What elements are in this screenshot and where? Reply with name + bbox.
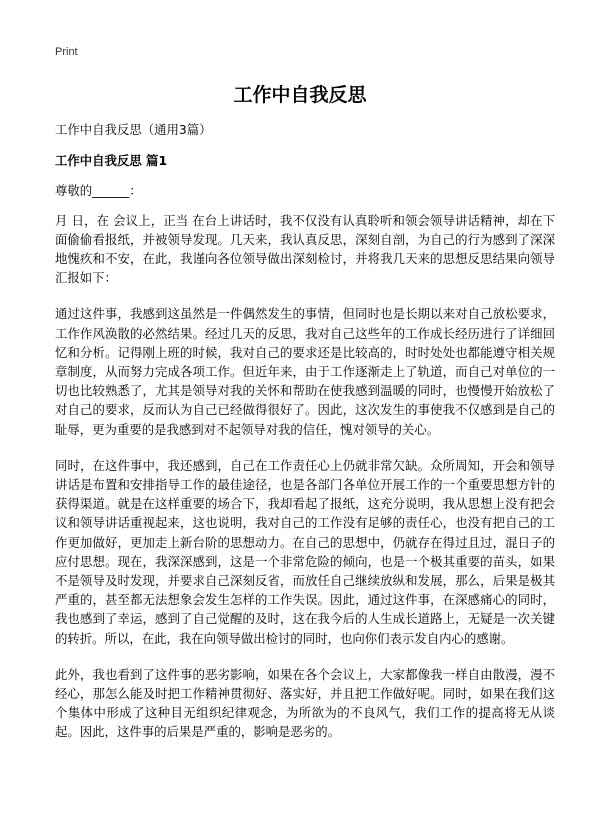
paragraph-3: 同时，在这件事中，我还感到，自己在工作责任心上仍就非常欠缺。众所周知，开会和领导讲话是布置和安排指导工作的最佳途径，也是各部门各单位开展工作的一个重要思想方针的获得渠道。就是在这样重要的场合下，我却看起了报纸，这充分说明，我从思想上没有把会议和领导讲话重视起来，这也说明，我对自己的工作没有足够的责任心，也没有把自己的工作更加做好，更加走上新台阶的思想动力。在自己的思想中，仍就存在得过且过，混日子的应付思想。现在，我深深感到，这是一个非常危险的倾向，也是一个极其重要的苗头，如果不是领导及时发现，并要求自己深刻反省，而放任自己继续放纵和发展，那么，后果是极其严重的，甚至都无法想象会发生怎样的工作失误。因此，通过这件事，在深感痛心的同时，我也感到了幸运，感到了自己觉醒的及时，这在我今后的人生成长道路上，无疑是一次关键的转折。所以，在此，我在向领导做出检讨的同时，也向你们表示发自内心的感谢。 (55, 457, 555, 646)
document-title: 工作中自我反思 (233, 84, 367, 106)
paragraph-4: 此外，我也看到了这件事的恶劣影响，如果在各个会议上，大家都像我一样自由散漫，漫不经心，那怎么能及时把工作精神贯彻好、落实好，并且把工作做好呢。同时，如果在我们这个集体中形成了这种目无组织纪律观念，为所欲为的不良风气，我们工作的提高将无从谈起。因此，这件事的后果是严重的，影响是恶劣的。 (55, 666, 555, 740)
paragraph-1: 月 日，在 会议上，正当 在台上讲话时，我不仅没有认真聆听和领会领导讲话精神，却在下面偷偷看报纸，并被领导发现。几天来，我认真反思，深刻自剖，为自己的行为感到了深深地愧疚和不安，在此，我谨向各位领导做出深刻检讨，并将我几天来的思想反思结果向领导汇报如下： (55, 212, 555, 286)
paragraph-2: 通过这件事，我感到这虽然是一件偶然发生的事情，但同时也是长期以来对自己放松要求，工作作风涣散的必然结果。经过几天的反思，我对自己这些年的工作成长经历进行了详细回忆和分析。记得刚上班的时候，我对自己的要求还是比较高的，时时处处也都能遵守相关规章制度，从而努力完成各项工作。但近年来，由于工作逐渐走上了轨道，而自己对单位的一切也比较熟悉了，尤其是领导对我的关怀和帮助在使我感到温暖的同时，也慢慢开始放松了对自己的要求，反而认为自己已经做得很好了。因此，这次发生的事使我不仅感到是自己的耻辱，更为重要的是我感到对不起领导对我的信任，愧对领导的关心。 (55, 306, 555, 437)
salutation: 尊敬的______： (55, 183, 142, 199)
document-subtitle: 工作中自我反思（通用3篇） (55, 122, 212, 137)
print-label[interactable]: Print (55, 46, 78, 58)
document-body (55, 120, 555, 759)
section-heading: 工作中自我反思 篇1 (55, 153, 168, 169)
